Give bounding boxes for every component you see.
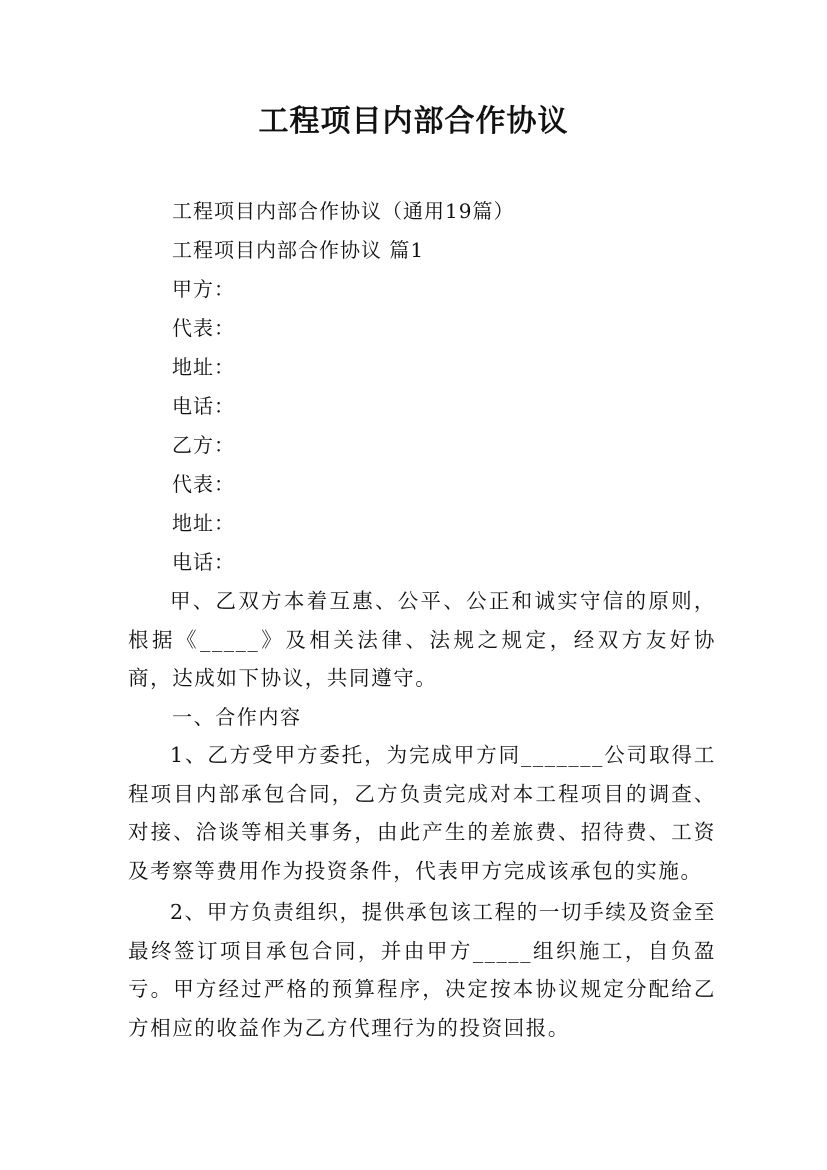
clause-2-paragraph: 2、甲方负责组织，提供承包该工程的一切手续及资金至最终签订项目承包合同，并由甲方_____组织施工，自负盈亏。甲方经过严格的预算程序，决定按本协议规定分配给乙方相应的收益作为乙方代理行为的投资回报。 (128, 900, 716, 1040)
clause-1-paragraph: 1、乙方受甲方委托，为完成甲方同_______公司取得工程项目内部承包合同，乙方负责完成对本工程项目的调查、对接、洽谈等相关事务，由此产生的差旅费、招待费、工资及考察等费用作为投资条件，代表甲方完成该承包的实施。 (128, 743, 716, 883)
party-b-address: 地址： (172, 511, 235, 535)
document-subtitle: 工程项目内部合作协议（通用19篇） (172, 199, 515, 223)
party-a-address: 地址： (172, 355, 235, 379)
section-heading-cooperation: 一、合作内容 (172, 705, 302, 729)
document-title: 工程项目内部合作协议 (258, 104, 569, 139)
party-b-phone: 电话： (172, 550, 235, 574)
party-a-representative: 代表： (172, 316, 235, 340)
intro-paragraph: 甲、乙双方本着互惠、公平、公正和诚实守信的原则，根据《_____》及相关法律、法规之规定，经双方友好协商，达成如下协议，共同遵守。 (128, 589, 716, 691)
party-b-representative: 代表： (172, 472, 235, 496)
party-b-label: 乙方： (172, 433, 235, 457)
party-a-label: 甲方： (172, 277, 235, 301)
section-title: 工程项目内部合作协议 篇1 (172, 238, 425, 262)
party-a-phone: 电话： (172, 394, 235, 418)
